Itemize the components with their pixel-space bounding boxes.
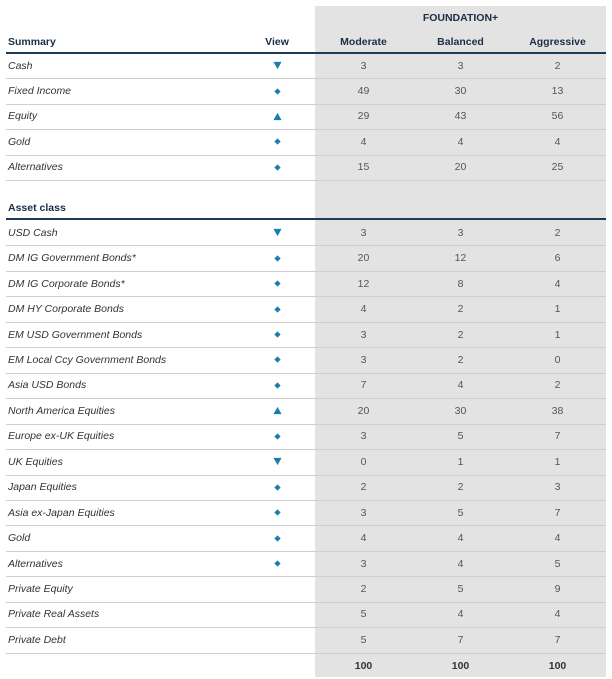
- total-aggressive: 100: [548, 659, 567, 672]
- allocation-value: 2: [554, 379, 561, 392]
- row-label: Gold: [8, 532, 31, 545]
- allocation-value: 56: [551, 110, 564, 123]
- allocation-value: 1: [554, 455, 561, 468]
- row-label: USD Cash: [8, 226, 58, 239]
- table-row: [0, 424, 612, 449]
- allocation-value: 2: [457, 303, 464, 316]
- table-row: [0, 245, 612, 270]
- row-label: DM IG Corporate Bonds*: [8, 277, 125, 290]
- view-indicator: [256, 53, 298, 78]
- allocation-value: 4: [360, 532, 367, 545]
- triangle-up-icon: [273, 406, 282, 415]
- table-row: [0, 525, 612, 550]
- allocation-value: 20: [454, 161, 467, 174]
- allocation-value: 3: [360, 59, 367, 72]
- allocation-value: 0: [360, 455, 367, 468]
- allocation-value: 4: [554, 532, 561, 545]
- allocation-value: 7: [360, 379, 367, 392]
- diamond-icon: [273, 534, 282, 543]
- allocation-value: 7: [457, 633, 464, 646]
- view-indicator: [256, 576, 298, 601]
- allocation-value: 2: [360, 481, 367, 494]
- view-indicator: [256, 475, 298, 500]
- allocation-value: 12: [454, 252, 467, 265]
- allocation-value: 4: [457, 608, 464, 621]
- allocation-value: 4: [554, 277, 561, 290]
- view-indicator: [256, 220, 298, 245]
- table-row: [0, 373, 612, 398]
- view-indicator: [256, 449, 298, 474]
- triangle-down-icon: [273, 61, 282, 70]
- table-row: [0, 500, 612, 525]
- row-label: Equity: [8, 110, 38, 123]
- row-label: North America Equities: [8, 404, 115, 417]
- view-indicator: [256, 322, 298, 347]
- row-label: Private Real Assets: [8, 608, 100, 621]
- view-indicator: [256, 525, 298, 550]
- table-row: [0, 104, 612, 129]
- diamond-icon: [273, 508, 282, 517]
- table-row: [0, 398, 612, 423]
- view-indicator: [256, 551, 298, 576]
- diamond-icon: [273, 279, 282, 288]
- view-indicator: [256, 602, 298, 627]
- table-row: [0, 347, 612, 372]
- table-row: [0, 271, 612, 296]
- view-indicator: [256, 347, 298, 372]
- allocation-value: 2: [554, 226, 561, 239]
- allocation-value: 1: [457, 455, 464, 468]
- allocation-value: 5: [554, 557, 561, 570]
- view-indicator: [256, 271, 298, 296]
- allocation-value: 5: [457, 506, 464, 519]
- triangle-down-icon: [273, 228, 282, 237]
- row-label: DM HY Corporate Bonds: [8, 303, 124, 316]
- row-label: Alternatives: [8, 557, 63, 570]
- row-label: Asia ex-Japan Equities: [8, 506, 115, 519]
- col-moderate: Moderate: [340, 36, 387, 48]
- allocation-value: 30: [454, 85, 467, 98]
- allocation-value: 1: [554, 303, 561, 316]
- allocation-value: 9: [554, 583, 561, 596]
- diamond-icon: [273, 305, 282, 314]
- diamond-icon: [273, 163, 282, 172]
- total-balanced: 100: [451, 659, 470, 672]
- row-label: Europe ex-UK Equities: [8, 430, 115, 443]
- allocation-value: 0: [554, 353, 561, 366]
- allocation-value: 6: [554, 252, 561, 265]
- allocation-value: 5: [457, 430, 464, 443]
- view-indicator: [256, 424, 298, 449]
- foundation-group-header: FOUNDATION+: [422, 12, 499, 24]
- allocation-value: 2: [554, 59, 561, 72]
- allocation-value: 1: [554, 328, 561, 341]
- row-divider: [6, 180, 606, 181]
- view-indicator: [256, 627, 298, 652]
- triangle-down-icon: [273, 457, 282, 466]
- allocation-value: 3: [360, 430, 367, 443]
- table-row: [0, 602, 612, 627]
- allocation-value: 3: [360, 328, 367, 341]
- allocation-value: 2: [457, 328, 464, 341]
- table-row: [0, 129, 612, 154]
- diamond-icon: [273, 87, 282, 96]
- view-indicator: [256, 104, 298, 129]
- row-label: EM Local Ccy Government Bonds: [8, 353, 167, 366]
- allocation-value: 3: [360, 506, 367, 519]
- row-label: Private Debt: [8, 633, 66, 646]
- row-label: DM IG Government Bonds*: [8, 252, 136, 265]
- asset-class-header-row: [0, 198, 612, 218]
- allocation-value: 3: [360, 557, 367, 570]
- asset-class-heading: Asset class: [8, 202, 66, 214]
- row-label: EM USD Government Bonds: [8, 328, 143, 341]
- allocation-value: 12: [357, 277, 370, 290]
- table-row: [0, 551, 612, 576]
- row-label: UK Equities: [8, 455, 63, 468]
- allocation-value: 15: [357, 161, 370, 174]
- allocation-value: 7: [554, 430, 561, 443]
- row-label: Private Equity: [8, 583, 73, 596]
- triangle-up-icon: [273, 112, 282, 121]
- row-label: Cash: [8, 59, 33, 72]
- allocation-value: 4: [554, 608, 561, 621]
- allocation-value: 4: [360, 303, 367, 316]
- diamond-icon: [273, 330, 282, 339]
- allocation-value: 4: [457, 532, 464, 545]
- allocation-value: 20: [357, 252, 370, 265]
- view-indicator: [256, 245, 298, 270]
- table-row: [0, 296, 612, 321]
- allocation-value: 43: [454, 110, 467, 123]
- row-label: Fixed Income: [8, 85, 72, 98]
- view-indicator: [256, 398, 298, 423]
- summary-heading: Summary: [8, 36, 56, 48]
- column-header-row: [0, 32, 612, 52]
- allocation-value: 25: [551, 161, 564, 174]
- allocation-value: 3: [457, 59, 464, 72]
- diamond-icon: [273, 355, 282, 364]
- view-heading: View: [265, 36, 289, 48]
- total-moderate: 100: [354, 659, 373, 672]
- table-row: [0, 78, 612, 103]
- table-row: [0, 322, 612, 347]
- allocation-value: 2: [457, 353, 464, 366]
- allocation-value: 3: [554, 481, 561, 494]
- allocation-value: 5: [457, 583, 464, 596]
- col-aggressive: Aggressive: [529, 36, 586, 48]
- allocation-value: 4: [360, 135, 367, 148]
- view-indicator: [256, 373, 298, 398]
- row-label: Alternatives: [8, 161, 63, 174]
- diamond-icon: [273, 559, 282, 568]
- table-row: [0, 627, 612, 652]
- allocation-value: 13: [551, 85, 564, 98]
- table-row: [0, 475, 612, 500]
- row-label: Asia USD Bonds: [8, 379, 87, 392]
- diamond-icon: [273, 432, 282, 441]
- allocation-value: 2: [360, 583, 367, 596]
- view-indicator: [256, 500, 298, 525]
- allocation-value: 30: [454, 404, 467, 417]
- diamond-icon: [273, 483, 282, 492]
- table-row: [0, 155, 612, 180]
- col-balanced: Balanced: [437, 36, 484, 48]
- diamond-icon: [273, 381, 282, 390]
- allocation-value: 4: [457, 379, 464, 392]
- allocation-value: 38: [551, 404, 564, 417]
- allocation-value: 3: [360, 353, 367, 366]
- allocation-value: 7: [554, 633, 561, 646]
- diamond-icon: [273, 137, 282, 146]
- allocation-value: 4: [554, 135, 561, 148]
- view-indicator: [256, 129, 298, 154]
- allocation-value: 29: [357, 110, 370, 123]
- table-row: [0, 576, 612, 601]
- allocation-value: 49: [357, 85, 370, 98]
- allocation-value: 4: [457, 135, 464, 148]
- diamond-icon: [273, 254, 282, 263]
- allocation-value: 3: [457, 226, 464, 239]
- allocation-value: 7: [554, 506, 561, 519]
- table-row: [0, 449, 612, 474]
- allocation-value: 4: [457, 557, 464, 570]
- allocation-value: 5: [360, 633, 367, 646]
- allocation-value: 5: [360, 608, 367, 621]
- row-label: Japan Equities: [8, 481, 77, 494]
- view-indicator: [256, 78, 298, 103]
- totals-row: [0, 653, 612, 678]
- view-indicator: [256, 296, 298, 321]
- table-row: [0, 53, 612, 78]
- allocation-value: 2: [457, 481, 464, 494]
- table-row: [0, 220, 612, 245]
- allocation-value: 8: [457, 277, 464, 290]
- allocation-value: 20: [357, 404, 370, 417]
- view-indicator: [256, 155, 298, 180]
- row-label: Gold: [8, 135, 31, 148]
- allocation-value: 3: [360, 226, 367, 239]
